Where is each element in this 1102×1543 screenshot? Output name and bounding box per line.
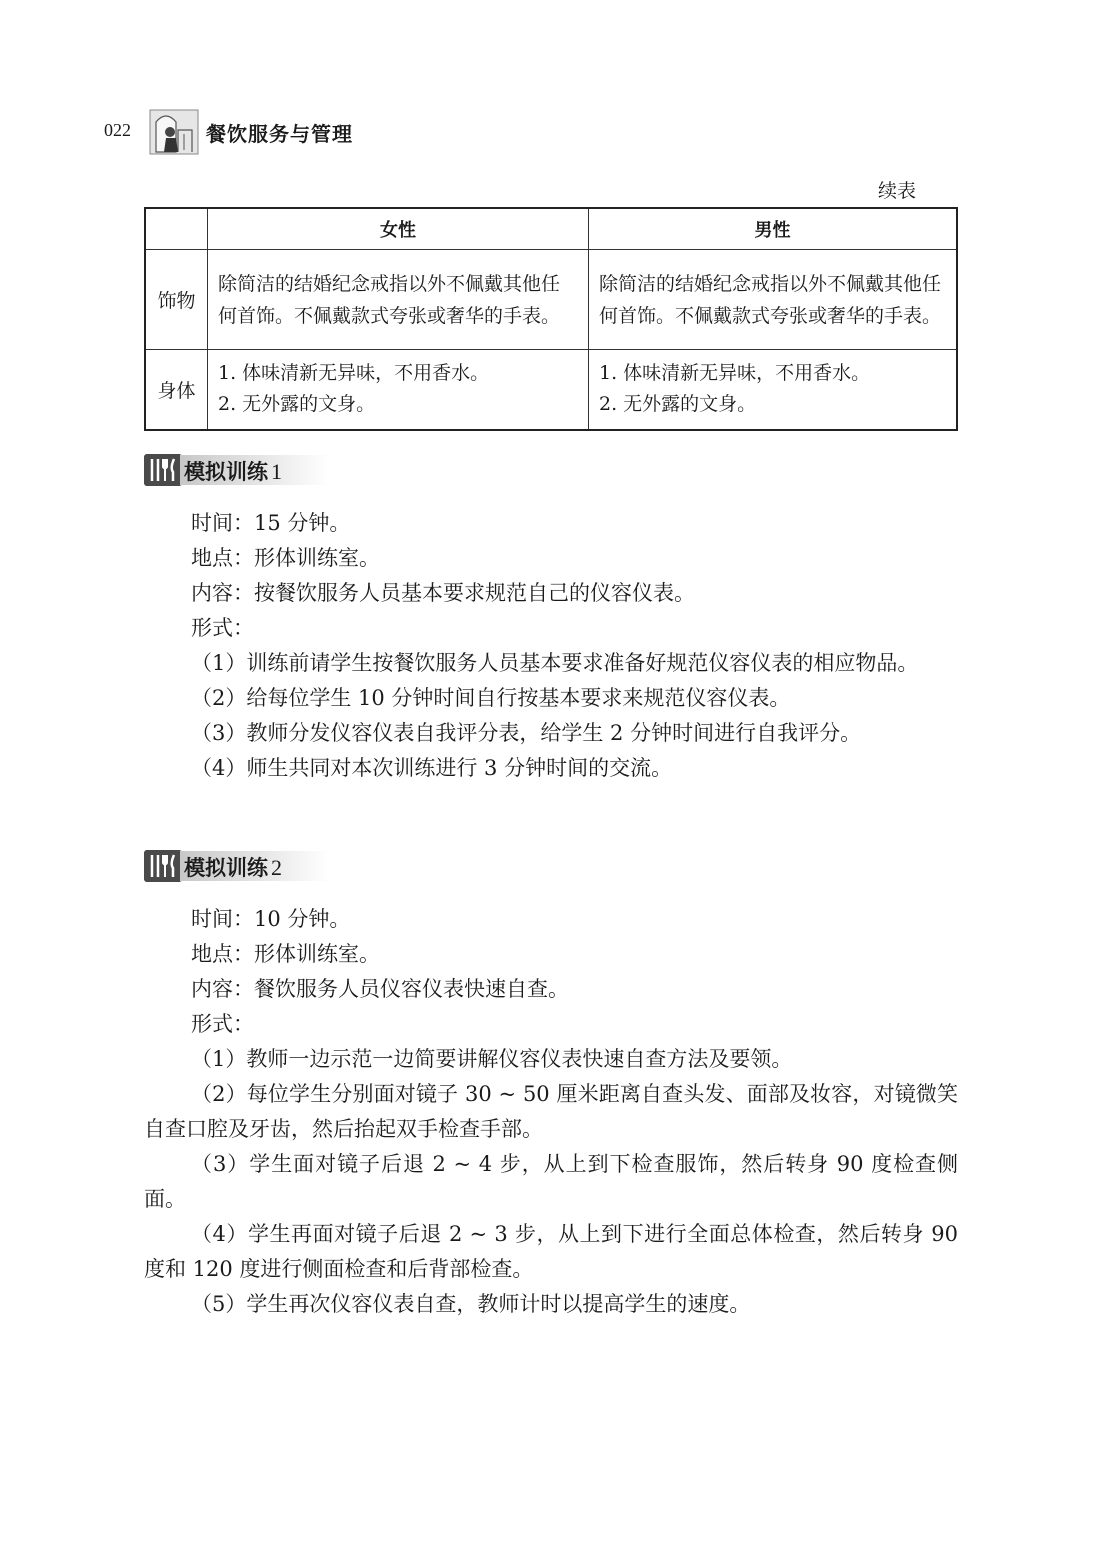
continued-table-label: 续表 [878, 180, 917, 202]
training1-body [144, 506, 958, 786]
cell-female-body [208, 350, 589, 430]
list-item: 2. 无外露的文身。 [218, 393, 376, 416]
page-header [104, 108, 404, 158]
training1-time: 时间：15 分钟。 [191, 511, 351, 535]
table-header-female: 女性 [208, 208, 589, 250]
training2-form: 形式： [191, 1012, 254, 1036]
table-header-male: 男性 [589, 208, 958, 250]
training1-step: （4）师生共同对本次训练进行 3 分钟时间的交流。 [191, 756, 673, 780]
training2-body [144, 902, 958, 1322]
list-item: 1. 体味清新无异味，不用香水。 [599, 362, 871, 385]
training1-step: （2）给每位学生 10 分钟时间自行按基本要求来规范仪容仪表。 [191, 686, 791, 710]
training2-step: （4）学生再面对镜子后退 2 ~ 3 步，从上到下进行全面总体检查，然后转身 90 度和 120 度进行侧面检查和后背部检查。 [144, 1222, 958, 1281]
section-title: 模拟训练 1 [184, 459, 282, 484]
cell-male-body [589, 350, 958, 430]
table-row [145, 250, 957, 350]
row-label-accessories: 饰物 [145, 250, 208, 350]
training1-form: 形式： [191, 616, 254, 640]
training2-content: 内容：餐饮服务人员仪容仪表快速自查。 [191, 977, 569, 1001]
training2-step: （1）教师一边示范一边简要讲解仪容仪表快速自查方法及要领。 [191, 1047, 793, 1071]
table-header-row [145, 208, 957, 250]
training2-step: （2）每位学生分别面对镜子 30 ~ 50 厘米距离自查头发、面部及妆容，对镜微笑自查口腔及牙齿，然后抬起双手检查手部。 [144, 1082, 958, 1141]
training1-step: （3）教师分发仪容仪表自我评分表，给学生 2 分钟时间进行自我评分。 [191, 721, 862, 745]
cell-female-accessories: 除简洁的结婚纪念戒指以外不佩戴其他任何首饰。不佩戴款式夸张或奢华的手表。 [208, 250, 589, 350]
table-row [145, 350, 957, 430]
fork-knife-icon [144, 850, 182, 882]
training2-time: 时间：10 分钟。 [191, 907, 351, 931]
training2-step: （3）学生面对镜子后退 2 ~ 4 步，从上到下检查服饰，然后转身 90 度检查侧面。 [144, 1152, 958, 1211]
page-number: 022 [104, 120, 131, 140]
list-item: 2. 无外露的文身。 [599, 393, 757, 416]
training1-heading [144, 454, 364, 488]
table-header-corner [145, 208, 208, 250]
training1-content: 内容：按餐饮服务人员基本要求规范自己的仪容仪表。 [191, 581, 695, 605]
grooming-table [144, 207, 958, 431]
training1-place: 地点：形体训练室。 [191, 546, 380, 570]
chef-logo-icon [148, 108, 200, 156]
training1-step: （1）训练前请学生按餐饮服务人员基本要求准备好规范仪容仪表的相应物品。 [191, 651, 919, 675]
fork-knife-icon [144, 454, 182, 486]
training2-step: （5）学生再次仪容仪表自查，教师计时以提高学生的速度。 [191, 1292, 751, 1316]
book-title: 餐饮服务与管理 [206, 122, 353, 146]
training2-place: 地点：形体训练室。 [191, 942, 380, 966]
section-title: 模拟训练 2 [184, 855, 282, 880]
list-item: 1. 体味清新无异味，不用香水。 [218, 362, 490, 385]
row-label-body: 身体 [145, 350, 208, 430]
cell-male-accessories: 除简洁的结婚纪念戒指以外不佩戴其他任何首饰。不佩戴款式夸张或奢华的手表。 [589, 250, 958, 350]
training2-heading [144, 850, 364, 884]
